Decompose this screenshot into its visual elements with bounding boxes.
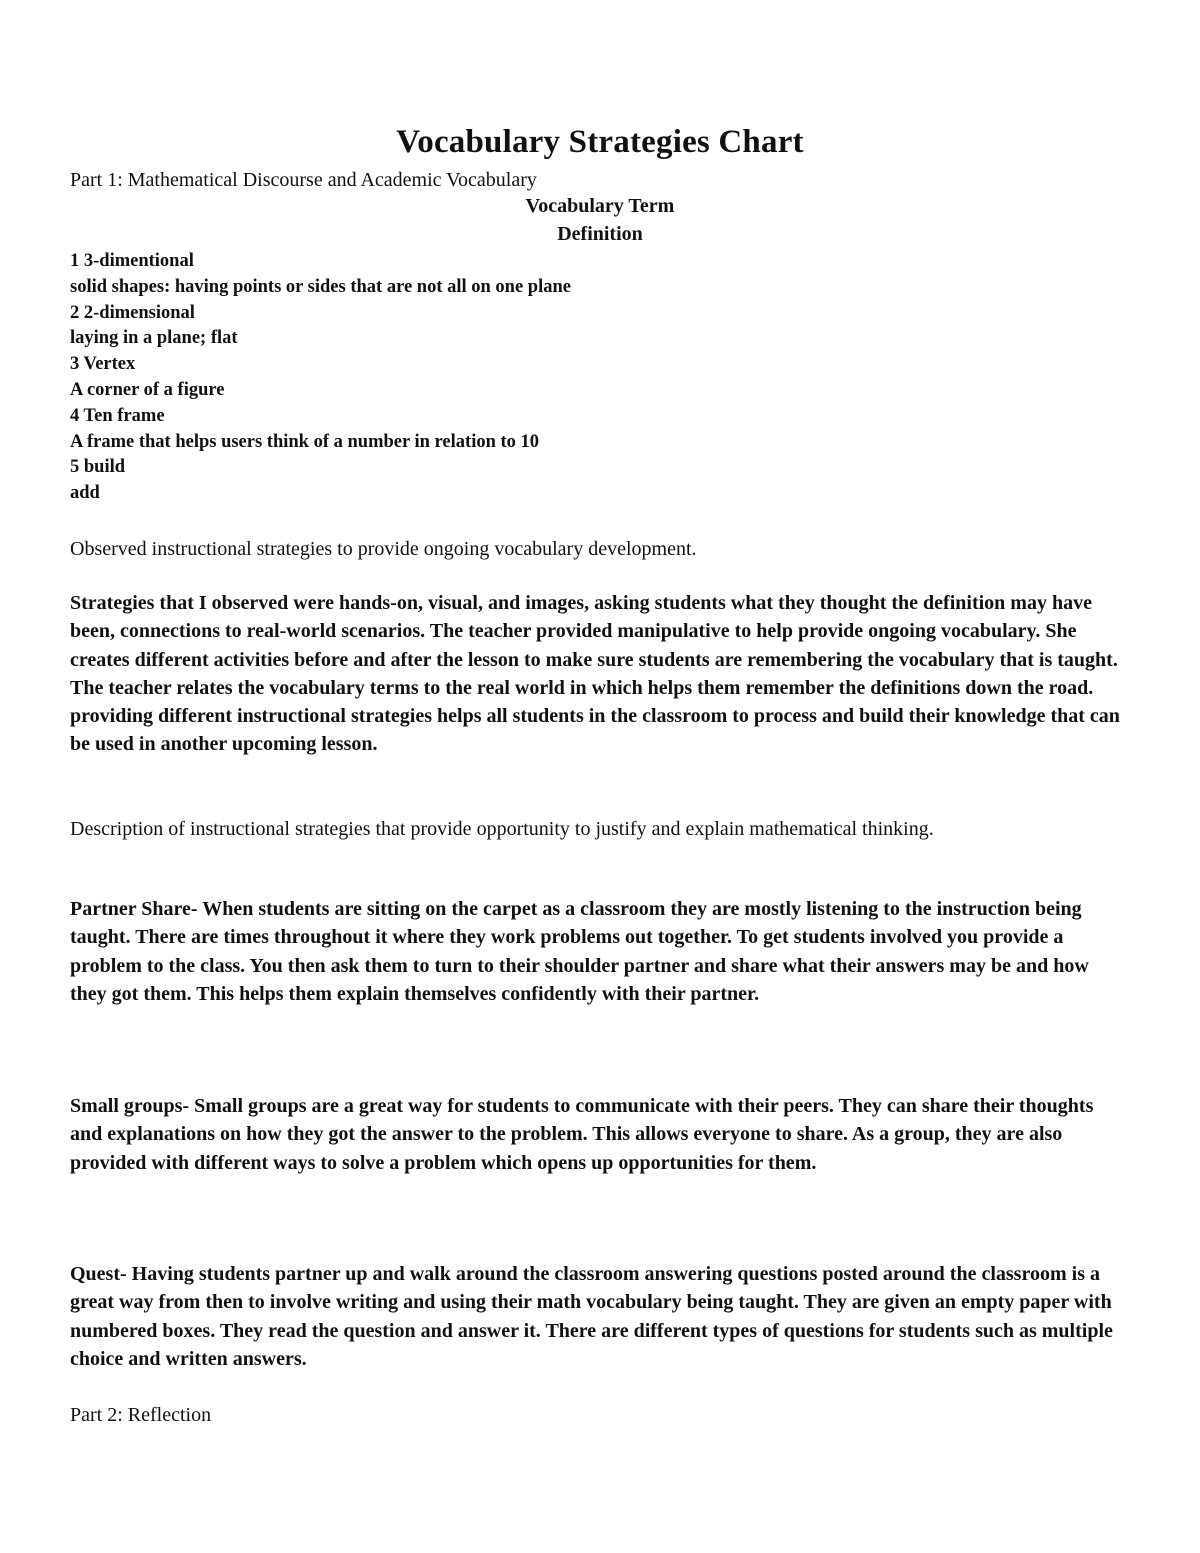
description-heading: Description of instructional strategies that provide opportunity to justify and explain mathematical thinking. [70,818,934,840]
vocab-term: 2 2-dimensional [70,302,195,323]
document-title: Vocabulary Strategies Chart [396,124,804,160]
small-groups-paragraph: Small groups- Small groups are a great way for students to communicate with their peers. They can share their thoughts and explanations on how they got the answer to the problem. This allows everyone to share. As a group, they are also provided with different ways to solve a problem which opens up opportunities for them. [70,1095,1094,1174]
part1-heading: Part 1: Mathematical Discourse and Academic Vocabulary [70,169,537,191]
column-heading-term: Vocabulary Term [525,195,675,217]
part2-heading: Part 2: Reflection [70,1404,212,1426]
vocabulary-list [70,249,870,507]
vocab-definition: solid shapes: having points or sides that are not all on one plane [70,276,571,297]
observed-paragraph: Strategies that I observed were hands-on, visual, and images, asking students what they thought the definition may have been, connections to real-world scenarios. The teacher provided manipulative to help provide ongoing vocabulary. She creates different activities before and after the lesson to make sure students are remembering the vocabulary that is taught. The teacher relates the vocabulary terms to the real world in which helps them remember the definitions down the road. providing different instructional strategies helps all students in the classroom to process and build their knowledge that can be used in another upcoming lesson. [70,592,1120,756]
observed-heading: Observed instructional strategies to provide ongoing vocabulary development. [70,538,697,560]
vocab-term: 5 build [70,457,126,478]
partner-share-paragraph: Partner Share- When students are sitting on the carpet as a classroom they are mostly listening to the instruction being taught. There are times throughout it where they work problems out together. To get students involved you provide a problem to the class. You then ask them to turn to their shoulder partner and share what their answers may be and how they got them. This helps them explain themselves confidently with their partner. [70,898,1089,1005]
vocab-definition: A frame that helps users think of a number in relation to 10 [70,431,540,452]
vocab-definition: A corner of a figure [70,379,225,400]
vocab-term: 1 3-dimentional [70,251,194,271]
vocab-definition: add [70,483,100,504]
vocab-definition: laying in a plane; flat [70,328,238,349]
vocab-term: 3 Vertex [70,354,136,375]
quest-paragraph: Quest- Having students partner up and walk around the classroom answering questions posted around the classroom is a great way from then to involve writing and using their math vocabulary being taught. They are given an empty paper with numbered boxes. They read the question and answer it. There are different types of questions for students such as multiple choice and written answers. [70,1263,1113,1370]
vocab-term: 4 Ten frame [70,405,165,426]
column-heading-definition: Definition [557,223,643,245]
